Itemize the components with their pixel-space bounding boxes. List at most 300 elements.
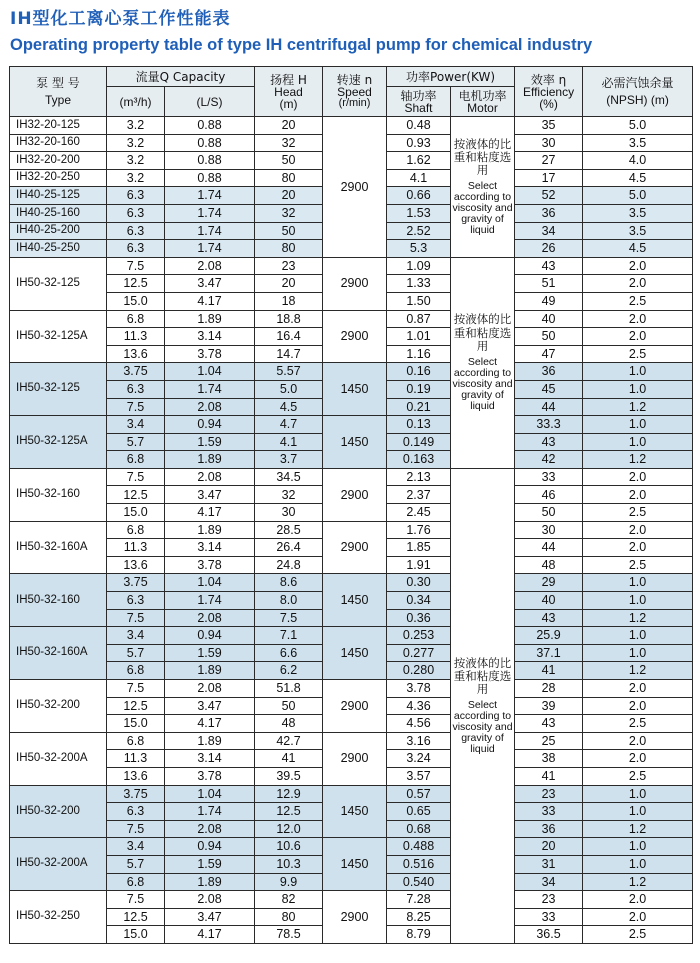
- capacity-ls: 2.08: [165, 257, 255, 275]
- shaft-power: 0.149: [387, 433, 451, 451]
- speed: 2900: [323, 257, 387, 310]
- page-title-english: Operating property table of type IH centrifugal pump for chemical industry: [10, 36, 593, 54]
- header-capacity-m3h: (m³/h): [107, 87, 165, 117]
- capacity-m3h: 3.2: [107, 169, 165, 187]
- shaft-power: 2.13: [387, 468, 451, 486]
- pump-type: IH50-32-125A: [10, 416, 107, 469]
- capacity-m3h: 15.0: [107, 504, 165, 522]
- motor-note-en: Select according to viscosity and gravity of liquid: [452, 356, 513, 413]
- efficiency: 43: [515, 257, 583, 275]
- header-speed: 转速 n Speed (r/min): [323, 67, 387, 117]
- npsh: 2.0: [583, 732, 693, 750]
- npsh: 2.5: [583, 926, 693, 944]
- efficiency: 27: [515, 152, 583, 170]
- head: 30: [255, 504, 323, 522]
- table-row: [10, 891, 693, 909]
- capacity-m3h: 6.8: [107, 873, 165, 891]
- head: 26.4: [255, 539, 323, 557]
- shaft-power: 2.45: [387, 504, 451, 522]
- head: 24.8: [255, 556, 323, 574]
- npsh: 1.0: [583, 803, 693, 821]
- capacity-m3h: 11.3: [107, 539, 165, 557]
- capacity-m3h: 11.3: [107, 750, 165, 768]
- pump-type: IH50-32-200: [10, 680, 107, 733]
- efficiency: 39: [515, 697, 583, 715]
- shaft-power: 1.76: [387, 521, 451, 539]
- npsh: 2.0: [583, 750, 693, 768]
- shaft-power: 7.28: [387, 891, 451, 909]
- speed: 2900: [323, 521, 387, 574]
- efficiency: 23: [515, 891, 583, 909]
- speed: 2900: [323, 732, 387, 785]
- motor-note: [451, 468, 515, 943]
- pump-type: IH50-32-125A: [10, 310, 107, 363]
- head: 10.3: [255, 855, 323, 873]
- capacity-m3h: 6.8: [107, 662, 165, 680]
- efficiency: 47: [515, 345, 583, 363]
- capacity-ls: 4.17: [165, 715, 255, 733]
- capacity-m3h: 15.0: [107, 715, 165, 733]
- efficiency: 41: [515, 767, 583, 785]
- shaft-power: 0.34: [387, 592, 451, 610]
- head: 39.5: [255, 767, 323, 785]
- motor-note-cn: 按液体的比重和粘度选用: [453, 136, 512, 177]
- pump-type: IH40-25-250: [10, 240, 107, 258]
- pump-type: IH50-32-200A: [10, 838, 107, 891]
- head: 82: [255, 891, 323, 909]
- shaft-power: 0.93: [387, 134, 451, 152]
- npsh: 2.0: [583, 310, 693, 328]
- npsh: 1.0: [583, 416, 693, 434]
- capacity-m3h: 3.2: [107, 134, 165, 152]
- efficiency: 36: [515, 204, 583, 222]
- pump-type: IH50-32-160A: [10, 521, 107, 574]
- npsh: 1.0: [583, 644, 693, 662]
- capacity-m3h: 5.7: [107, 644, 165, 662]
- shaft-power: 0.48: [387, 117, 451, 135]
- pump-type: IH40-25-160: [10, 204, 107, 222]
- efficiency: 30: [515, 134, 583, 152]
- head: 80: [255, 169, 323, 187]
- shaft-power: 0.540: [387, 873, 451, 891]
- shaft-power: 5.3: [387, 240, 451, 258]
- npsh: 2.5: [583, 556, 693, 574]
- capacity-ls: 1.74: [165, 222, 255, 240]
- efficiency: 17: [515, 169, 583, 187]
- efficiency: 51: [515, 275, 583, 293]
- capacity-m3h: 5.7: [107, 855, 165, 873]
- efficiency: 46: [515, 486, 583, 504]
- capacity-m3h: 7.5: [107, 257, 165, 275]
- capacity-m3h: 6.8: [107, 521, 165, 539]
- capacity-m3h: 6.8: [107, 310, 165, 328]
- capacity-m3h: 11.3: [107, 328, 165, 346]
- efficiency: 43: [515, 609, 583, 627]
- npsh: 2.0: [583, 257, 693, 275]
- head: 51.8: [255, 680, 323, 698]
- shaft-power: 1.50: [387, 292, 451, 310]
- table-row: [10, 416, 693, 434]
- shaft-power: 0.280: [387, 662, 451, 680]
- header-head: 扬程 H Head (m): [255, 67, 323, 117]
- capacity-ls: 0.94: [165, 627, 255, 645]
- capacity-ls: 1.74: [165, 380, 255, 398]
- head: 28.5: [255, 521, 323, 539]
- capacity-ls: 2.08: [165, 468, 255, 486]
- efficiency: 45: [515, 380, 583, 398]
- efficiency: 31: [515, 855, 583, 873]
- pump-type: IH32-20-160: [10, 134, 107, 152]
- table-row: [10, 838, 693, 856]
- header-motor: 电机功率 Motor: [451, 87, 515, 117]
- npsh: 2.5: [583, 345, 693, 363]
- header-shaft: 轴功率 Shaft: [387, 87, 451, 117]
- motor-note: [451, 117, 515, 258]
- efficiency: 40: [515, 310, 583, 328]
- table-row: [10, 117, 693, 135]
- npsh: 3.5: [583, 222, 693, 240]
- head: 23: [255, 257, 323, 275]
- head: 5.57: [255, 363, 323, 381]
- pump-performance-table: [9, 66, 693, 944]
- npsh: 2.5: [583, 767, 693, 785]
- head: 3.7: [255, 451, 323, 469]
- capacity-ls: 1.59: [165, 433, 255, 451]
- shaft-power: 0.13: [387, 416, 451, 434]
- head: 20: [255, 187, 323, 205]
- shaft-power: 0.87: [387, 310, 451, 328]
- table-body: [10, 117, 693, 944]
- capacity-m3h: 12.5: [107, 275, 165, 293]
- shaft-power: 0.57: [387, 785, 451, 803]
- npsh: 1.0: [583, 380, 693, 398]
- head: 32: [255, 134, 323, 152]
- npsh: 2.0: [583, 521, 693, 539]
- efficiency: 44: [515, 398, 583, 416]
- head: 12.5: [255, 803, 323, 821]
- shaft-power: 0.36: [387, 609, 451, 627]
- capacity-m3h: 6.3: [107, 380, 165, 398]
- motor-note-cn: 按液体的比重和粘度选用: [453, 312, 512, 353]
- table-row: [10, 785, 693, 803]
- npsh: 1.2: [583, 451, 693, 469]
- speed: 2900: [323, 468, 387, 521]
- capacity-ls: 3.14: [165, 750, 255, 768]
- head: 32: [255, 204, 323, 222]
- capacity-m3h: 6.3: [107, 222, 165, 240]
- capacity-m3h: 15.0: [107, 292, 165, 310]
- pump-type: IH32-20-250: [10, 169, 107, 187]
- capacity-ls: 2.08: [165, 820, 255, 838]
- capacity-ls: 0.94: [165, 416, 255, 434]
- header-power: 功率Power(KW): [387, 67, 515, 87]
- speed: 2900: [323, 117, 387, 258]
- npsh: 3.5: [583, 204, 693, 222]
- efficiency: 49: [515, 292, 583, 310]
- npsh: 1.0: [583, 855, 693, 873]
- head: 20: [255, 275, 323, 293]
- head: 50: [255, 222, 323, 240]
- head: 4.1: [255, 433, 323, 451]
- table-row: [10, 680, 693, 698]
- table-row: [10, 732, 693, 750]
- efficiency: 33: [515, 803, 583, 821]
- npsh: 1.0: [583, 592, 693, 610]
- capacity-ls: 0.88: [165, 134, 255, 152]
- capacity-ls: 1.89: [165, 662, 255, 680]
- capacity-ls: 3.78: [165, 767, 255, 785]
- capacity-m3h: 6.8: [107, 451, 165, 469]
- capacity-ls: 3.78: [165, 556, 255, 574]
- npsh: 2.0: [583, 468, 693, 486]
- shaft-power: 8.25: [387, 908, 451, 926]
- capacity-ls: 3.47: [165, 275, 255, 293]
- capacity-ls: 1.74: [165, 240, 255, 258]
- capacity-m3h: 12.5: [107, 908, 165, 926]
- efficiency: 37.1: [515, 644, 583, 662]
- pump-type: IH40-25-200: [10, 222, 107, 240]
- shaft-power: 0.16: [387, 363, 451, 381]
- efficiency: 29: [515, 574, 583, 592]
- shaft-power: 1.85: [387, 539, 451, 557]
- speed: 1450: [323, 416, 387, 469]
- efficiency: 40: [515, 592, 583, 610]
- header-type: 泵 型 号 Type: [10, 67, 107, 117]
- npsh: 5.0: [583, 117, 693, 135]
- capacity-m3h: 7.5: [107, 820, 165, 838]
- shaft-power: 0.488: [387, 838, 451, 856]
- capacity-ls: 1.89: [165, 873, 255, 891]
- efficiency: 44: [515, 539, 583, 557]
- pump-type: IH32-20-200: [10, 152, 107, 170]
- speed: 2900: [323, 891, 387, 944]
- capacity-m3h: 13.6: [107, 556, 165, 574]
- table-row: [10, 574, 693, 592]
- pump-type: IH50-32-200A: [10, 732, 107, 785]
- head: 42.7: [255, 732, 323, 750]
- head: 18.8: [255, 310, 323, 328]
- npsh: 2.0: [583, 697, 693, 715]
- capacity-ls: 1.04: [165, 785, 255, 803]
- head: 10.6: [255, 838, 323, 856]
- pump-type: IH50-32-160: [10, 468, 107, 521]
- motor-note-cn: 按液体的比重和粘度选用: [453, 655, 512, 696]
- table-row: [10, 468, 693, 486]
- head: 32: [255, 486, 323, 504]
- table-row: [10, 257, 693, 275]
- efficiency: 20: [515, 838, 583, 856]
- efficiency: 23: [515, 785, 583, 803]
- head: 7.1: [255, 627, 323, 645]
- shaft-power: 2.37: [387, 486, 451, 504]
- efficiency: 43: [515, 433, 583, 451]
- capacity-m3h: 3.2: [107, 117, 165, 135]
- capacity-m3h: 6.3: [107, 592, 165, 610]
- speed: 1450: [323, 363, 387, 416]
- shaft-power: 3.16: [387, 732, 451, 750]
- capacity-ls: 1.74: [165, 187, 255, 205]
- efficiency: 48: [515, 556, 583, 574]
- npsh: 2.0: [583, 539, 693, 557]
- shaft-power: 1.09: [387, 257, 451, 275]
- capacity-ls: 4.17: [165, 292, 255, 310]
- head: 4.7: [255, 416, 323, 434]
- capacity-m3h: 5.7: [107, 433, 165, 451]
- shaft-power: 0.68: [387, 820, 451, 838]
- header-capacity-ls: (L/S): [165, 87, 255, 117]
- shaft-power: 4.56: [387, 715, 451, 733]
- pump-type: IH50-32-200: [10, 785, 107, 838]
- capacity-m3h: 7.5: [107, 891, 165, 909]
- head: 8.6: [255, 574, 323, 592]
- npsh: 4.5: [583, 240, 693, 258]
- header-capacity: 流量Q Capacity: [107, 67, 255, 87]
- head: 18: [255, 292, 323, 310]
- capacity-ls: 1.89: [165, 521, 255, 539]
- shaft-power: 8.79: [387, 926, 451, 944]
- efficiency: 50: [515, 328, 583, 346]
- capacity-ls: 3.47: [165, 486, 255, 504]
- shaft-power: 3.24: [387, 750, 451, 768]
- capacity-m3h: 13.6: [107, 767, 165, 785]
- table-row: [10, 363, 693, 381]
- capacity-ls: 2.08: [165, 398, 255, 416]
- efficiency: 30: [515, 521, 583, 539]
- capacity-ls: 4.17: [165, 926, 255, 944]
- efficiency: 36: [515, 363, 583, 381]
- capacity-m3h: 6.3: [107, 803, 165, 821]
- shaft-power: 0.66: [387, 187, 451, 205]
- capacity-m3h: 3.75: [107, 363, 165, 381]
- efficiency: 33.3: [515, 416, 583, 434]
- shaft-power: 0.21: [387, 398, 451, 416]
- head: 50: [255, 697, 323, 715]
- efficiency: 36: [515, 820, 583, 838]
- npsh: 1.2: [583, 820, 693, 838]
- capacity-m3h: 6.3: [107, 187, 165, 205]
- shaft-power: 0.277: [387, 644, 451, 662]
- npsh: 2.0: [583, 486, 693, 504]
- capacity-ls: 1.74: [165, 803, 255, 821]
- header-efficiency: 效率 η Efficiency (%): [515, 67, 583, 117]
- pump-type: IH50-32-250: [10, 891, 107, 944]
- capacity-m3h: 7.5: [107, 468, 165, 486]
- efficiency: 41: [515, 662, 583, 680]
- shaft-power: 1.62: [387, 152, 451, 170]
- head: 9.9: [255, 873, 323, 891]
- shaft-power: 3.57: [387, 767, 451, 785]
- shaft-power: 0.516: [387, 855, 451, 873]
- speed: 1450: [323, 574, 387, 627]
- npsh: 4.0: [583, 152, 693, 170]
- capacity-m3h: 3.4: [107, 838, 165, 856]
- npsh: 1.0: [583, 363, 693, 381]
- table-row: [10, 310, 693, 328]
- capacity-m3h: 12.5: [107, 697, 165, 715]
- pump-type: IH50-32-160: [10, 574, 107, 627]
- speed: 2900: [323, 680, 387, 733]
- pump-type: IH40-25-125: [10, 187, 107, 205]
- motor-note-en: Select according to viscosity and gravity of liquid: [452, 180, 513, 237]
- shaft-power: 1.01: [387, 328, 451, 346]
- head: 4.5: [255, 398, 323, 416]
- head: 5.0: [255, 380, 323, 398]
- head: 7.5: [255, 609, 323, 627]
- npsh: 1.0: [583, 838, 693, 856]
- capacity-m3h: 6.8: [107, 732, 165, 750]
- capacity-ls: 1.89: [165, 451, 255, 469]
- page-title-chinese: IH型化工离心泵工作性能表: [10, 9, 231, 29]
- efficiency: 26: [515, 240, 583, 258]
- npsh: 1.2: [583, 662, 693, 680]
- capacity-m3h: 7.5: [107, 609, 165, 627]
- capacity-m3h: 13.6: [107, 345, 165, 363]
- capacity-ls: 1.74: [165, 592, 255, 610]
- capacity-ls: 3.14: [165, 539, 255, 557]
- capacity-ls: 1.74: [165, 204, 255, 222]
- capacity-ls: 0.94: [165, 838, 255, 856]
- npsh: 4.5: [583, 169, 693, 187]
- capacity-m3h: 12.5: [107, 486, 165, 504]
- shaft-power: 0.19: [387, 380, 451, 398]
- npsh: 2.0: [583, 891, 693, 909]
- capacity-ls: 3.47: [165, 697, 255, 715]
- table-row: [10, 521, 693, 539]
- capacity-ls: 3.78: [165, 345, 255, 363]
- pump-type: IH50-32-160A: [10, 627, 107, 680]
- shaft-power: 2.52: [387, 222, 451, 240]
- capacity-ls: 2.08: [165, 609, 255, 627]
- shaft-power: 0.253: [387, 627, 451, 645]
- head: 80: [255, 240, 323, 258]
- npsh: 2.5: [583, 292, 693, 310]
- pump-type: IH32-20-125: [10, 117, 107, 135]
- capacity-ls: 2.08: [165, 680, 255, 698]
- shaft-power: 1.53: [387, 204, 451, 222]
- capacity-ls: 4.17: [165, 504, 255, 522]
- efficiency: 34: [515, 873, 583, 891]
- npsh: 2.5: [583, 715, 693, 733]
- capacity-m3h: 7.5: [107, 398, 165, 416]
- efficiency: 43: [515, 715, 583, 733]
- motor-note-en: Select according to viscosity and gravity of liquid: [452, 699, 513, 756]
- head: 8.0: [255, 592, 323, 610]
- capacity-ls: 1.04: [165, 574, 255, 592]
- shaft-power: 1.16: [387, 345, 451, 363]
- head: 6.2: [255, 662, 323, 680]
- shaft-power: 0.65: [387, 803, 451, 821]
- speed: 1450: [323, 627, 387, 680]
- shaft-power: 1.91: [387, 556, 451, 574]
- shaft-power: 1.33: [387, 275, 451, 293]
- efficiency: 38: [515, 750, 583, 768]
- head: 48: [255, 715, 323, 733]
- head: 41: [255, 750, 323, 768]
- capacity-m3h: 3.2: [107, 152, 165, 170]
- npsh: 2.0: [583, 680, 693, 698]
- capacity-ls: 1.04: [165, 363, 255, 381]
- efficiency: 33: [515, 468, 583, 486]
- npsh: 1.2: [583, 609, 693, 627]
- npsh: 1.2: [583, 873, 693, 891]
- capacity-m3h: 3.75: [107, 785, 165, 803]
- head: 50: [255, 152, 323, 170]
- capacity-m3h: 3.4: [107, 627, 165, 645]
- efficiency: 36.5: [515, 926, 583, 944]
- npsh: 1.0: [583, 785, 693, 803]
- capacity-m3h: 6.3: [107, 240, 165, 258]
- capacity-m3h: 3.75: [107, 574, 165, 592]
